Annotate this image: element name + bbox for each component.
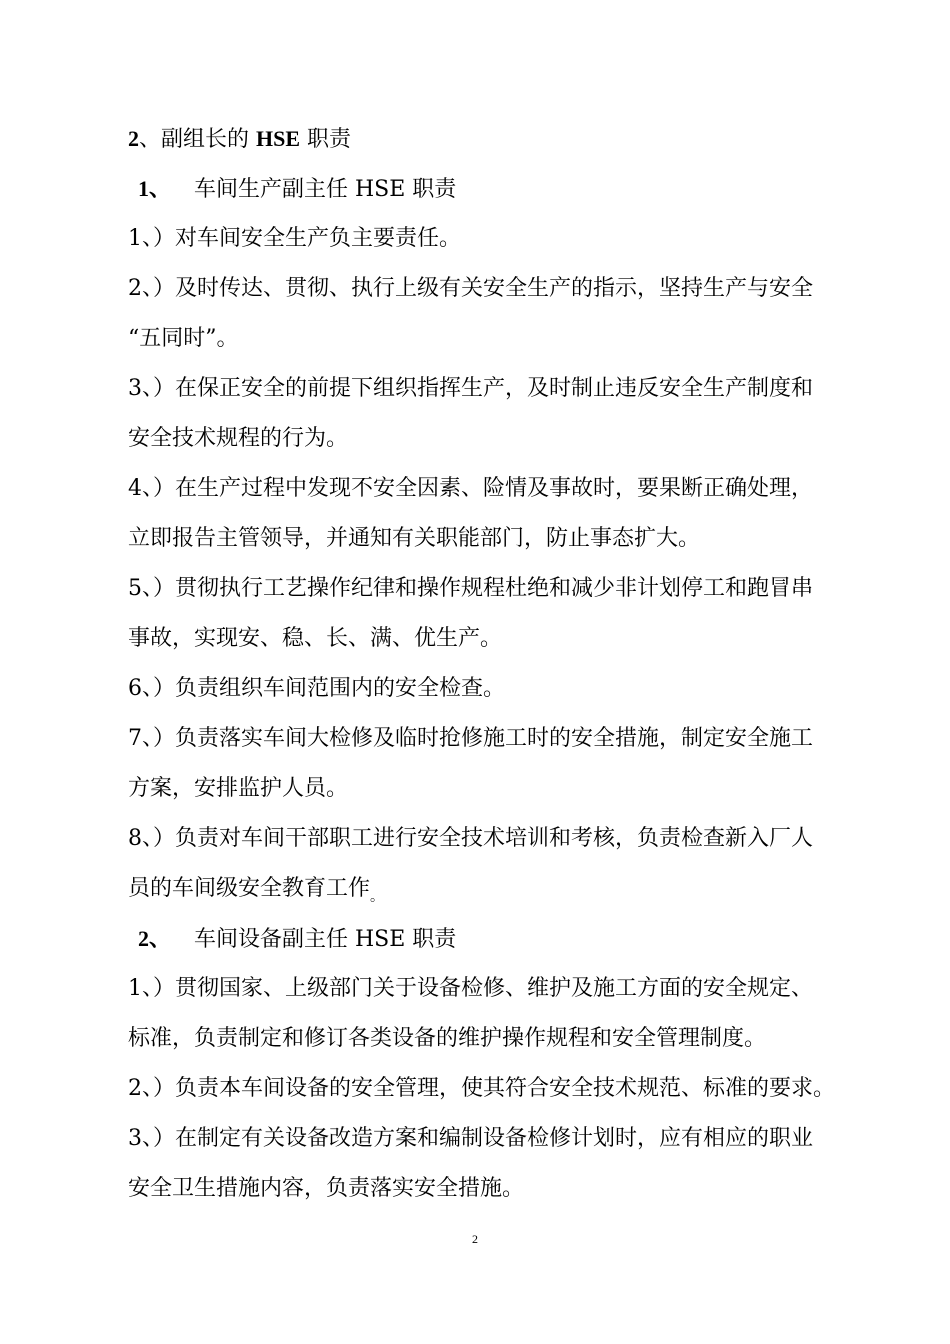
section-heading-tail: 职责 xyxy=(307,127,352,152)
paragraph-line: 立即报告主管领导，并通知有关职能部门，防止事态扩大。 xyxy=(128,526,701,551)
paragraph-line: 7、）负责落实车间大检修及临时抢修施工时的安全措施，制定安全施工 xyxy=(128,726,813,751)
paragraph-line: 安全技术规程的行为。 xyxy=(128,426,349,451)
end-mark: 。 xyxy=(370,889,385,905)
page-number: 2 xyxy=(472,1232,478,1246)
paragraph-line: 6、）负责组织车间范围内的安全检查。 xyxy=(128,676,505,701)
paragraph-line: 4、）在生产过程中发现不安全因素、险情及事故时，要果断正确处理， xyxy=(128,476,813,501)
paragraph-line: 3、）在保正安全的前提下组织指挥生产，及时制止违反安全生产制度和 xyxy=(128,376,813,401)
section-number: 2 xyxy=(128,126,139,151)
paragraph-line: 标准，负责制定和修订各类设备的维护操作规程和安全管理制度。 xyxy=(128,1026,767,1051)
section-heading-hse: HSE xyxy=(256,126,301,151)
paragraph-line: “五同时”。 xyxy=(128,326,239,351)
paragraph-line: 1、）贯彻国家、上级部门关于设备检修、维护及施工方面的安全规定、 xyxy=(128,976,813,1001)
page-body xyxy=(128,114,868,1214)
subsection-heading-1 xyxy=(128,164,868,214)
paragraph-text: 员的车间级安全教育工作 xyxy=(128,876,371,901)
paragraph-line: 5、）贯彻执行工艺操作纪律和操作规程杜绝和减少非计划停工和跑冒串 xyxy=(128,576,813,601)
section-heading xyxy=(128,114,868,164)
paragraph-line: 方案，安排监护人员。 xyxy=(128,776,349,801)
paragraph-line: 1、）对车间安全生产负主要责任。 xyxy=(128,226,461,251)
paragraph-line: 2、）负责本车间设备的安全管理，使其符合安全技术规范、标准的要求。 xyxy=(128,1076,835,1101)
subsection-number: 2、 xyxy=(138,926,172,951)
subsection-number: 1、 xyxy=(138,176,172,201)
subsection-heading-2 xyxy=(128,914,868,964)
paragraph-line-last xyxy=(128,864,868,914)
subsection-title: 车间设备副主任 HSE 职责 xyxy=(194,927,457,952)
section-heading-text: 、副组长的 xyxy=(139,127,250,152)
paragraph-line: 安全卫生措施内容，负责落实安全措施。 xyxy=(128,1176,525,1201)
paragraph-line: 事故，实现安、稳、长、满、优生产。 xyxy=(128,626,503,651)
paragraph-line: 3、）在制定有关设备改造方案和编制设备检修计划时，应有相应的职业 xyxy=(128,1126,813,1151)
paragraph-line: 2、）及时传达、贯彻、执行上级有关安全生产的指示，坚持生产与安全 xyxy=(128,276,813,301)
subsection-title: 车间生产副主任 HSE 职责 xyxy=(194,177,457,202)
paragraph-line: 8、）负责对车间干部职工进行安全技术培训和考核，负责检查新入厂人 xyxy=(128,826,813,851)
